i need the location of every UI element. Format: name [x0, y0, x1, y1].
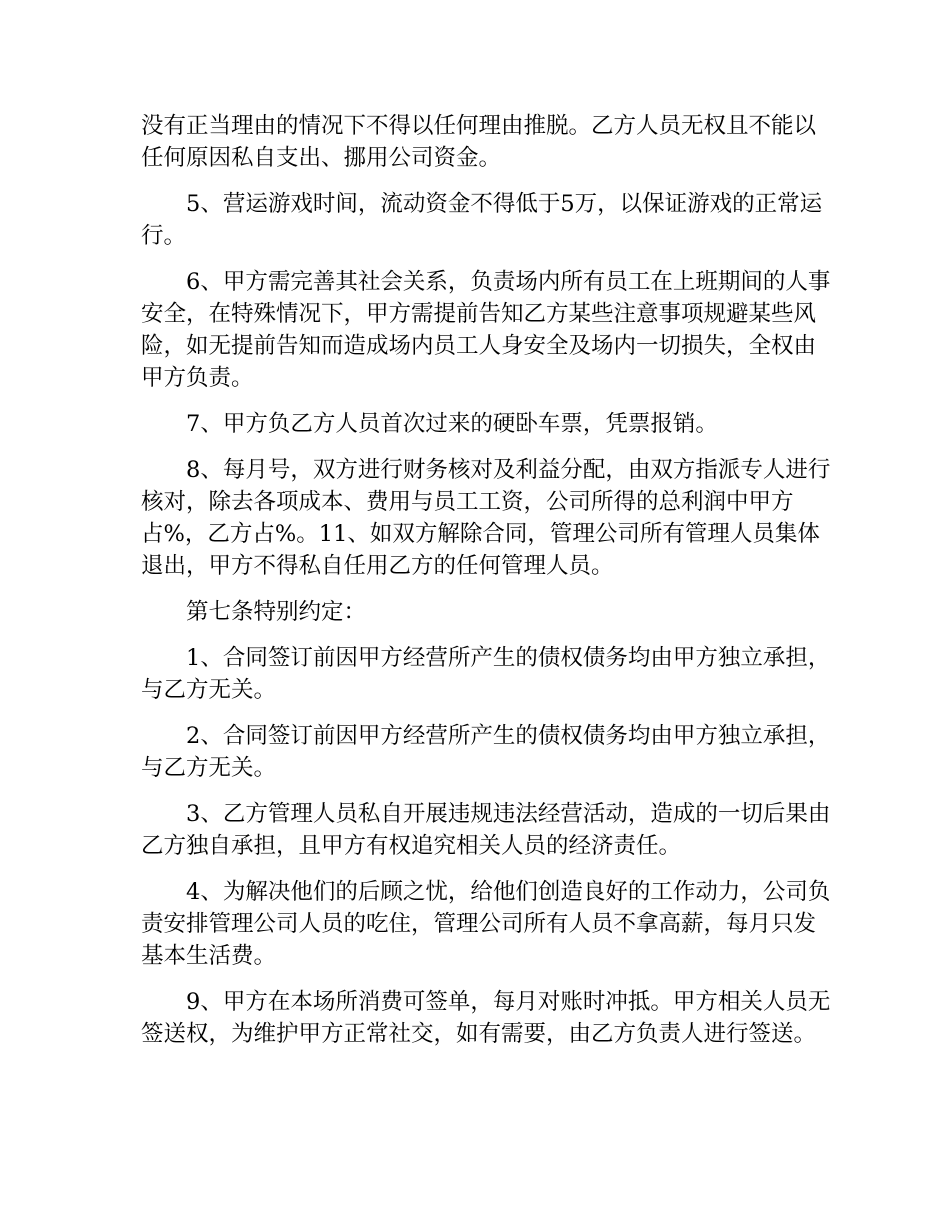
- paragraph-clause-5: 5、营运游戏时间，流动资金不得低于5万，以保证游戏的正常运行。: [141, 191, 823, 249]
- section-heading-article-7: 第七条特别约定：: [186, 599, 367, 625]
- document-page: [141, 110, 831, 1064]
- paragraph-special-3: 3、乙方管理人员私自开展违规违法经营活动，造成的一切后果由乙方独自承担，且甲方有权追究相关人员的经济责任。: [141, 801, 831, 859]
- paragraph-special-9: 9、甲方在本场所消费可签单，每月对账时冲抵。甲方相关人员无签送权，为维护甲方正常社交，如有需要，由乙方负责人进行签送。: [141, 989, 831, 1047]
- paragraph-clause-6: 6、甲方需完善其社会关系，负责场内所有员工在上班期间的人事安全，在特殊情况下，甲方需提前告知乙方某些注意事项规避某些风险，如无提前告知而造成场内员工人身安全及场内一切损失，全权由甲方负责。: [141, 269, 831, 391]
- paragraph-special-1: 1、合同签订前因甲方经营所产生的债权债务均由甲方独立承担，与乙方无关。: [141, 645, 831, 703]
- paragraph-clause-7: 7、甲方负乙方人员首次过来的硬卧车票，凭票报销。: [186, 411, 718, 437]
- paragraph-clause-8: 8、每月号，双方进行财务核对及利益分配，由双方指派专人进行核对，除去各项成本、费用与员工工资，公司所得的总利润中甲方占%，乙方占%。11、如双方解除合同，管理公司所有管理人员集体退出，甲方不得私自任用乙方的任何管理人员。: [141, 457, 831, 579]
- paragraph-special-2: 2、合同签订前因甲方经营所产生的债权债务均由甲方独立承担，与乙方无关。: [141, 723, 831, 781]
- paragraph-special-4: 4、为解决他们的后顾之忧，给他们创造良好的工作动力，公司负责安排管理公司人员的吃住，管理公司所有人员不拿高薪，每月只发基本生活费。: [141, 879, 831, 969]
- paragraph-continuation: 没有正当理由的情况下不得以任何理由推脱。乙方人员无权且不能以任何原因私自支出、挪用公司资金。: [141, 113, 817, 171]
